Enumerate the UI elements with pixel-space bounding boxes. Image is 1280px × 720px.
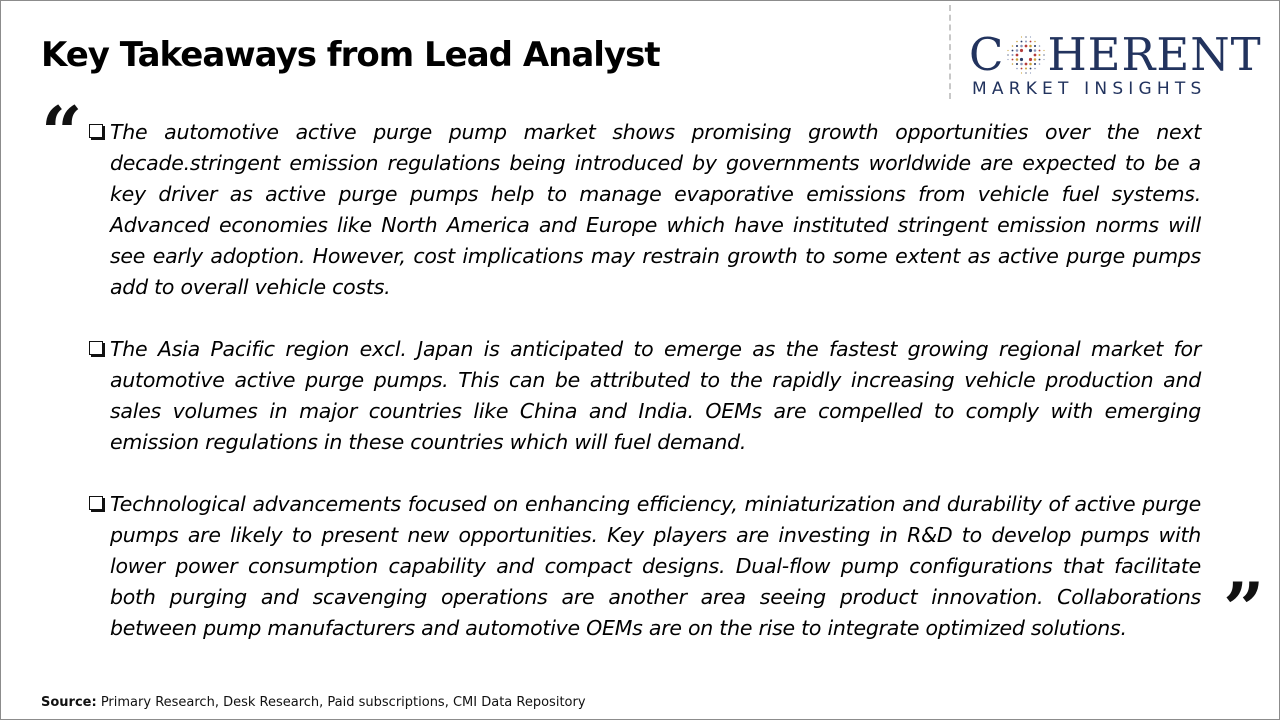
- logo-dot: [1021, 36, 1022, 37]
- logo-dot: [1012, 45, 1014, 47]
- logo-dot: [1039, 50, 1041, 52]
- logo-dot: [1025, 68, 1027, 70]
- logo-dot: [1020, 53, 1023, 56]
- logo-dot: [1026, 36, 1027, 37]
- logo-dot: [1034, 54, 1037, 57]
- takeaway-item: [87, 117, 1201, 303]
- logo-dot: [1034, 49, 1037, 52]
- logo-dot: [1030, 45, 1033, 48]
- logo-dot: [1017, 41, 1019, 43]
- logo-dot: [1016, 49, 1019, 52]
- logo-dot-globe-icon: [1005, 34, 1047, 76]
- logo-dot: [1008, 54, 1009, 55]
- logo-dot: [1020, 49, 1023, 52]
- logo-dot: [1021, 72, 1022, 73]
- logo-dot: [1030, 41, 1032, 43]
- logo-dot: [1017, 68, 1019, 70]
- logo-dot: [1012, 63, 1014, 65]
- logo-dot: [1035, 68, 1037, 70]
- logo-wordmark: [969, 28, 1269, 81]
- logo-dot: [1025, 49, 1028, 52]
- takeaways-list: [87, 117, 1201, 675]
- takeaway-text: The Asia Pacific region excl. Japan is anticipated to emerge as the fastest growing regional market for automotive active purge pumps. This can be attributed to the rapidly increasing vehicle production and sales volumes in major countries like China and India. OEMs are compelled to comply with emerging emission regulations in these countries which will fuel demand.: [110, 337, 1201, 454]
- source-label: Source:: [41, 695, 97, 710]
- source-note: [41, 695, 586, 710]
- page-title: Key Takeaways from Lead Analyst: [41, 35, 660, 75]
- coherent-market-insights-logo: [969, 28, 1269, 101]
- logo-dot: [1012, 59, 1014, 61]
- hollow-square-bullet-icon: [89, 124, 103, 138]
- logo-dot: [1039, 63, 1041, 65]
- logo-dot: [1039, 45, 1041, 47]
- logo-dot: [1008, 59, 1009, 60]
- logo-dot: [1039, 54, 1041, 56]
- right-double-quote-icon: ”: [1223, 566, 1265, 651]
- logo-letters-herent: HERENT: [1047, 28, 1262, 81]
- logo-dot: [1039, 59, 1041, 61]
- logo-letter-c: C: [969, 28, 1005, 81]
- hollow-square-bullet-icon: [89, 496, 103, 510]
- logo-dot: [1025, 41, 1027, 43]
- logo-dot: [1020, 58, 1023, 61]
- logo-dot: [1012, 54, 1014, 56]
- logo-dot: [1021, 68, 1023, 70]
- logo-dot: [1026, 72, 1027, 73]
- logo-dot: [1030, 72, 1031, 73]
- logo-dot: [1025, 45, 1028, 48]
- source-text: Primary Research, Desk Research, Paid subscriptions, CMI Data Repository: [96, 695, 586, 710]
- logo-dot: [1021, 45, 1024, 48]
- logo-dot: [1025, 58, 1028, 61]
- logo-dot: [1029, 49, 1032, 52]
- logo-dot: [1012, 50, 1014, 52]
- takeaway-text: Technological advancements focused on enhancing efficiency, miniaturization and durability of active purge pumps are likely to present new opportunities. Key players are investing in R&D to develop pumps with lower power consumption capability and compact designs. Dual-flow pump configurations that facilitate both purging and scavenging operations are another area seeing product innovation. Collaborations between pump manufacturers and automotive OEMs are on the rise to integrate optimized solutions.: [110, 492, 1201, 640]
- header-divider: [949, 5, 951, 99]
- logo-dot: [1029, 53, 1032, 56]
- hollow-square-bullet-icon: [89, 341, 103, 355]
- logo-dot: [1034, 58, 1037, 61]
- logo-dot: [1021, 41, 1023, 43]
- logo-dot: [1035, 41, 1037, 43]
- logo-dot: [1016, 58, 1019, 61]
- logo-dot: [1030, 63, 1033, 66]
- logo-dot: [1034, 45, 1036, 47]
- logo-dot: [1025, 63, 1028, 66]
- logo-dot: [1044, 59, 1045, 60]
- logo-dot: [1021, 63, 1024, 66]
- logo-dot: [1016, 63, 1018, 65]
- logo-dot: [1030, 36, 1031, 37]
- logo-dot: [1030, 68, 1032, 70]
- left-double-quote-icon: “: [41, 90, 83, 175]
- logo-dot: [1034, 63, 1036, 65]
- takeaway-item: [87, 489, 1201, 644]
- logo-dot: [1008, 50, 1009, 51]
- logo-dot: [1029, 58, 1032, 61]
- logo-dot: [1016, 54, 1019, 57]
- takeaway-text: The automotive active purge pump market shows promising growth opportunities over the next decade.stringent emission regulations being introduced by governments worldwide are expected to be a key driver as active purge pumps help to manage evaporative emissions from vehicle fuel systems. Advanced economies like North America and Europe which have instituted stringent emission norms will see early adoption. However, cost implications may restrain growth to some extent as active purge pumps add to overall vehicle costs.: [110, 120, 1201, 299]
- logo-dot: [1044, 54, 1045, 55]
- takeaway-item: [87, 334, 1201, 458]
- logo-dot: [1044, 50, 1045, 51]
- logo-dot: [1024, 53, 1028, 57]
- logo-tagline: MARKET INSIGHTS: [972, 79, 1207, 99]
- logo-dot: [1016, 45, 1018, 47]
